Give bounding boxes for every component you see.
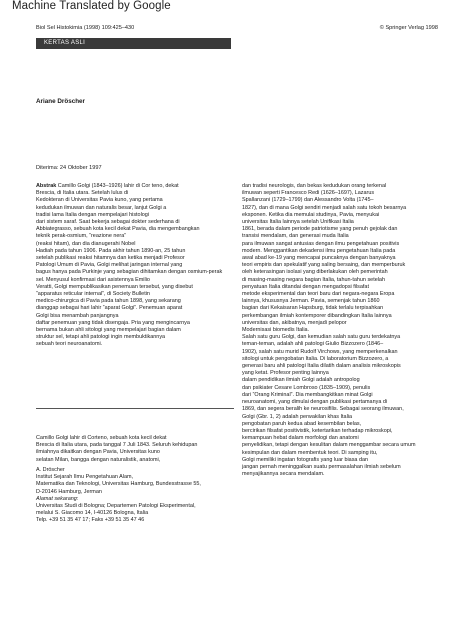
body-text-line: dari “Orang Kriminal”. Dia membangkitkan minat Golgi — [242, 391, 373, 398]
body-text-line: Salah satu guru Golgi, dan kemudian salah satu guru terdekatnya — [242, 334, 401, 341]
body-text-line: bagian dari Kekaisaran Hapsburg, tidak terlalu terpisahkan — [242, 305, 384, 312]
body-text-line: oleh keterasingan isolasi yang diberlakukan oleh pemerintah — [242, 269, 388, 276]
address-line: Institut Sejarah Ilmu Pengetahuan Alam, — [36, 474, 134, 481]
body-text-line: dalam pendidikan ilmiah Golgi adalah antropolog — [242, 377, 360, 384]
body-text-line: metode eksperimental dan teori baru dari negara-negara Eropa — [242, 291, 395, 298]
alt-address-label: Alamat sekarang: — [36, 495, 79, 502]
author-name: Ariane Dröscher — [36, 98, 85, 105]
body-text-line: modern. Menggantikan dekadensi ilmu pengetahuan Italia pada — [242, 247, 396, 254]
alt-address-line: melalui S. Giacomo 14, I-40126 Bologna, Italia — [36, 510, 149, 517]
abstract-line: Abbiategrasso, sebuah kota kecil dekat Pavia, dia mengembangkan — [36, 226, 200, 233]
abstract-line: struktur sel, tetapi ahli patologi ingin membuktikannya — [36, 334, 166, 341]
left-column — [36, 183, 238, 349]
author-address — [36, 467, 238, 525]
footnote-divider — [36, 408, 234, 409]
body-text-line: penyelidikan, tetapi dengan kesulitan dalam menggambar secara umum — [242, 442, 416, 449]
section-label-bar — [36, 38, 231, 49]
alt-address-line: Universitas Studi di Bologna; Departemen Patologi Eksperimental, — [36, 503, 196, 510]
machine-translation-banner: Machine Translated by Google — [12, 0, 171, 12]
section-label: KERTAS ASLI — [44, 40, 86, 46]
abstract-line: sel. Menyusul konfirmasi dari asistennya Emilio — [36, 276, 150, 283]
abstract-label: Abstrak — [36, 183, 57, 189]
body-text-line: 1861, berada dalam periode patriotisme yang penuh gejolak dan — [242, 226, 398, 233]
body-text-line: Golgi (Gbr. 1, 2) adalah perwakilan khas Italia — [242, 413, 353, 420]
body-text-line: jangan pernah meninggalkan suatu permasalahan ilmiah sebelum — [242, 463, 401, 470]
address-name: A. Dröscher — [36, 467, 65, 473]
abstract-line: kedudukan ilmuwan dan naturalis besar, lanjut Golgi a — [36, 204, 167, 211]
footnote-line: ilmiahnya dikaitkan dengan Pavia, Universitas kuno — [36, 449, 160, 456]
body-text-line: bercirikan filsafat positivistik, ketertarikan terhadap mikroskopi, — [242, 427, 393, 434]
alt-address-line: Telp. +39 51 35 47 17; Faks +39 51 35 47 46 — [36, 517, 145, 524]
body-text-line: transisi mendalam, dan generasi muda Italia — [242, 233, 349, 240]
body-text-line: awal abad ke-19 yang mencapai puncaknya dengan banyaknya — [242, 255, 396, 262]
footnote-line: Camillo Golgi lahir di Corteno, sebuah kota kecil dekat — [36, 435, 167, 441]
body-text-line: Golgi memiliki ingatan fotografis yang luar biasa dan — [242, 456, 369, 463]
abstract-line: bernama bukan ahli sitologi yang mempelajari bagian dalam — [36, 327, 181, 334]
abstract-line: bagus hanya pada Purkinje yang sebagian dihitamkan dengan osmium-perak — [36, 269, 223, 276]
footnote-line: Brescia di Italia utara, pada tanggal 7 Juli 1843. Seluruh kehidupan — [36, 442, 198, 449]
abstract-line: Kedokteran di Universitas Pavia kuno, yang pertama — [36, 197, 163, 204]
received-date: Diterima: 24 Oktober 1997 — [36, 165, 102, 171]
body-text-line: dan psikiater Cesare Lombroso (1835–1909), penulis — [242, 384, 371, 391]
body-text-line: di masing-masing negara bagian Italia, tahun-tahun setelah — [242, 276, 385, 283]
body-text-line: 1902), salah satu murid Rudolf Virchows, yang memperkenalkan — [242, 348, 398, 355]
journal-citation: Biol Sel Histokimia (1998) 109:425–430 — [36, 25, 135, 31]
body-text-line: Spallanzani (1729–1799) dan Alessandro Volta (1745– — [242, 197, 374, 204]
abstract-line: (reaksi hitam), dan dia dianugerahi Nobel — [36, 240, 136, 247]
abstract-line: medico-chirurgica di Pavia pada tahun 1898, yang sekarang — [36, 298, 181, 305]
abstract-line: Hadiah pada tahun 1906. Pada akhir tahun 1890-an, 25 tahun — [36, 247, 186, 254]
address-line: Matematika dan Teknologi, Universitas Hamburg, Bundesstrasse 55, — [36, 481, 201, 488]
body-text-line: dan tradisi neurologis, dan bekas kedudukan orang terkenal — [242, 183, 387, 189]
address-line: D-20146 Hamburg, Jerman — [36, 488, 102, 495]
abstract-line: dianggap sebagai hari lahir “aparat Golgi”. Penemuan aparat — [36, 305, 183, 312]
body-text-line: perkembangan ilmiah kontemporer dibandingkan Italia lainnya — [242, 312, 392, 319]
abstract-text: Camillo Golgi (1843–1926) lahir di Cor teno, dekat — [56, 183, 179, 189]
body-text-line: kesimpulan dan dalam membentuk teori. Di samping itu, — [242, 449, 378, 456]
footnote-line: selatan Milan, bangga dengan naturalistik, anatomi, — [36, 456, 161, 463]
body-text-line: teori empiris dan spekulatif yang saling bersaing, dan memperburuk — [242, 262, 406, 269]
abstract-line: setelah publikasi reaksi hitamnya dan ketika menjadi Profesor — [36, 255, 185, 262]
body-text-line: 1869, dan segera beralih ke neurosifilis. Sebagai seorang ilmuwan, — [242, 406, 404, 413]
body-text-line: ilmuwan seperti Francesco Redi (1626–1697), Lazarus — [242, 190, 375, 197]
abstract-line: “apparatus reticular internal”, di Society Bulletin — [36, 291, 150, 298]
body-text-line: penyatuan Italia ditandai dengan mengadopsi filsafat — [242, 283, 369, 290]
abstract-line — [36, 183, 238, 190]
abstract-line: Veratti, Golgi mempublikasikan penemuan tersebut, yang disebut — [36, 283, 193, 290]
body-text-line: generasi baru ahli patologi Italia dilatih dalam analisis mikroskopis — [242, 363, 401, 370]
body-text-line: yang ketat. Profesor penting lainnya — [242, 370, 329, 377]
abstract-line: Brescia, di Italia utara. Setelah lulus di — [36, 190, 129, 197]
body-text-line: para ilmuwan sangat antusias dengan ilmu pengetahuan positivis — [242, 240, 400, 247]
abstract-line: daftar penemuan yang tidak disengaja. Pria yang mengincarnya — [36, 319, 190, 326]
body-text-line: pengobatan paruh kedua abad kesembilan belas, — [242, 420, 362, 427]
abstract-line: tradisi lama Italia dengan mempelajari histologi — [36, 211, 150, 218]
body-text-line: teman-teman, adalah ahli patologi Giulio Bizzozero (1846– — [242, 341, 384, 348]
body-text-line: eksponen. Ketika dia memulai studinya, Pavia, menyukai — [242, 211, 380, 218]
abstract-line: sebuah teori neuroanatomi. — [36, 341, 103, 348]
body-text-line: kemampuan hebat dalam morfologi dan anatomi — [242, 435, 359, 442]
abstract-line: Golgi bisa menambah panjangnya — [36, 312, 119, 319]
abstract-line: dari sistem saraf. Saat bekerja sebagai dokter sederhana di — [36, 219, 180, 226]
right-column — [242, 183, 442, 478]
body-text-line: 1827), dan di mana Golgi sendiri menjadi salah satu tokoh besarnya — [242, 204, 407, 211]
body-text-line: universitas Italia lainnya setelah Unifikasi Italia — [242, 219, 354, 226]
body-text-line: lainnya, khususnya Jerman. Pavia, semenjak tahun 1860 — [242, 298, 380, 305]
abstract-line: teknik perak-osmium, “reazione nera” — [36, 233, 127, 240]
body-text-line: neuroanatomi, yang dimulai dengan publikasi pertamanya di — [242, 399, 388, 406]
publisher-copyright: © Springer Verlag 1998 — [379, 25, 438, 31]
abstract-line: Patologi Umum di Pavia, Golgi melihat jaringan internal yang — [36, 262, 183, 269]
footnote — [36, 435, 238, 464]
body-text-line: Modernisasi biomedis Italia. — [242, 327, 310, 334]
body-text-line: sitologi untuk pengobatan Italia. Di laboratorium Bizzozero, a — [242, 355, 389, 362]
body-text-line: menyajikannya secara mendalam. — [242, 471, 325, 478]
body-text-line: universitas dan, akibatnya, menjadi pelopor — [242, 319, 347, 326]
